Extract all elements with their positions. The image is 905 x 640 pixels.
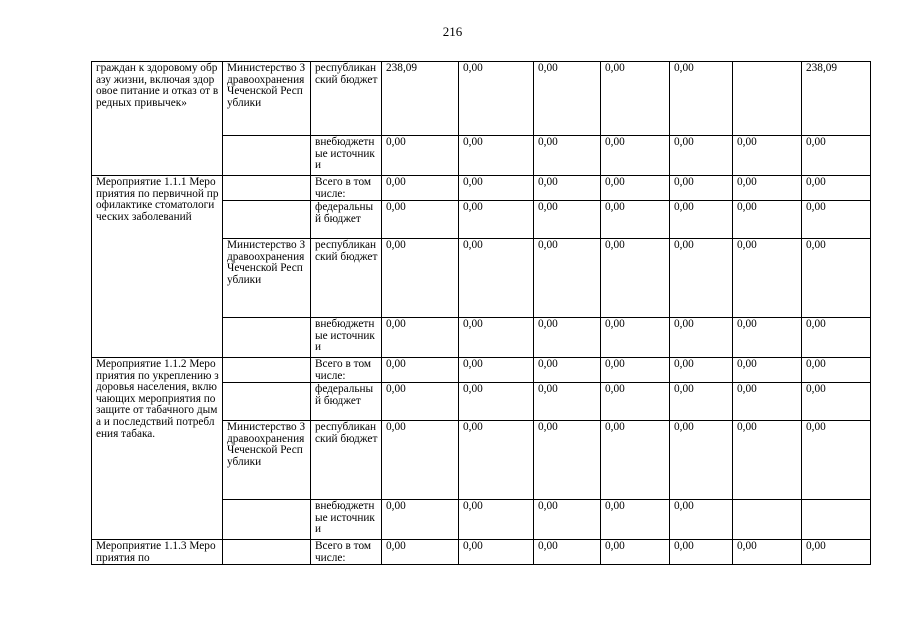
amount-cell: 0,00 [669,175,733,201]
amount-cell: 0,00 [669,200,733,239]
amount-cell: 0,00 [381,420,459,500]
amount-cell: 0,00 [801,175,871,201]
amount-cell: 0,00 [732,317,802,358]
funding-source-cell: Всего в том числе: [310,175,382,201]
amount-cell: 238,09 [381,61,459,136]
amount-cell: 0,00 [381,357,459,383]
amount-cell: 0,00 [801,357,871,383]
event-name-cell: Мероприятие 1.1.3 Мероприятия по [91,539,223,565]
amount-cell: 0,00 [381,499,459,540]
amount-cell: 0,00 [533,499,601,540]
executor-cell [222,382,311,421]
amount-cell: 0,00 [732,382,802,421]
amount-cell: 0,00 [732,357,802,383]
amount-cell [801,499,871,540]
executor-cell [222,357,311,383]
amount-cell: 0,00 [381,317,459,358]
amount-cell: 0,00 [600,420,670,500]
executor-cell: Министерство Здравоохранения Чеченской Республики [222,61,311,136]
amount-cell: 0,00 [458,420,534,500]
amount-cell: 0,00 [381,382,459,421]
amount-cell: 0,00 [600,499,670,540]
amount-cell: 0,00 [732,539,802,565]
amount-cell: 0,00 [458,200,534,239]
amount-cell: 0,00 [600,539,670,565]
funding-source-cell: республиканский бюджет [310,61,382,136]
amount-cell: 0,00 [801,200,871,239]
amount-cell: 0,00 [669,61,733,136]
amount-cell: 0,00 [669,499,733,540]
amount-cell: 0,00 [458,317,534,358]
amount-cell: 0,00 [669,357,733,383]
amount-cell: 0,00 [801,317,871,358]
amount-cell: 0,00 [381,135,459,176]
executor-cell [222,499,311,540]
executor-cell [222,135,311,176]
amount-cell: 0,00 [458,382,534,421]
amount-cell: 0,00 [600,135,670,176]
amount-cell: 0,00 [458,357,534,383]
amount-cell: 0,00 [533,200,601,239]
funding-source-cell: республиканский бюджет [310,238,382,318]
executor-cell [222,175,311,201]
amount-cell: 0,00 [458,499,534,540]
amount-cell: 0,00 [669,238,733,318]
amount-cell: 0,00 [801,539,871,565]
amount-cell: 0,00 [732,238,802,318]
executor-cell: Министерство Здравоохранения Чеченской Республики [222,238,311,318]
executor-cell [222,539,311,565]
amount-cell: 0,00 [732,135,802,176]
funding-source-cell: Всего в том числе: [310,539,382,565]
page-number: 216 [442,24,463,39]
amount-cell [732,499,802,540]
funding-source-cell: внебюджетные источники [310,499,382,540]
amount-cell: 0,00 [600,382,670,421]
amount-cell: 0,00 [732,420,802,500]
executor-cell [222,200,311,239]
amount-cell: 0,00 [381,175,459,201]
funding-source-cell: Всего в том числе: [310,357,382,383]
amount-cell: 0,00 [381,200,459,239]
amount-cell: 0,00 [533,420,601,500]
amount-cell: 0,00 [669,420,733,500]
amount-cell: 0,00 [533,539,601,565]
amount-cell: 0,00 [801,135,871,176]
executor-cell [222,317,311,358]
amount-cell: 0,00 [669,135,733,176]
funding-source-cell: федеральный бюджет [310,200,382,239]
amount-cell: 0,00 [533,135,601,176]
amount-cell: 0,00 [600,175,670,201]
executor-cell: Министерство Здравоохранения Чеченской Республики [222,420,311,500]
funding-source-cell: внебюджетные источники [310,317,382,358]
amount-cell: 0,00 [669,317,733,358]
amount-cell: 0,00 [801,420,871,500]
amount-cell: 0,00 [458,539,534,565]
amount-cell: 0,00 [533,175,601,201]
funding-source-cell: внебюджетные источники [310,135,382,176]
amount-cell: 0,00 [600,317,670,358]
amount-cell: 0,00 [458,238,534,318]
amount-cell: 0,00 [533,382,601,421]
event-name-cell: граждан к здоровому образу жизни, включая здоровое питание и отказ от вредных привычек» [91,61,223,176]
amount-cell: 0,00 [600,200,670,239]
amount-cell: 0,00 [533,61,601,136]
amount-cell: 0,00 [381,539,459,565]
amount-cell: 0,00 [533,238,601,318]
amount-cell: 0,00 [732,200,802,239]
amount-cell: 0,00 [669,382,733,421]
amount-cell: 0,00 [458,175,534,201]
amount-cell: 0,00 [533,357,601,383]
amount-cell: 0,00 [732,175,802,201]
amount-cell: 0,00 [600,238,670,318]
event-name-cell: Мероприятие 1.1.2 Мероприятия по укреплению здоровья населения, включающих мероприятия по защите от табачного дыма и последствий потребления табака. [91,357,223,540]
amount-cell: 0,00 [458,135,534,176]
amount-cell: 0,00 [600,61,670,136]
amount-cell: 238,09 [801,61,871,136]
funding-source-cell: федеральный бюджет [310,382,382,421]
amount-cell: 0,00 [801,238,871,318]
amount-cell: 0,00 [381,238,459,318]
funding-source-cell: республиканский бюджет [310,420,382,500]
amount-cell: 0,00 [533,317,601,358]
amount-cell: 0,00 [600,357,670,383]
event-name-cell: Мероприятие 1.1.1 Мероприятия по первичной профилактике стоматологических заболеваний [91,175,223,358]
amount-cell [732,61,802,136]
amount-cell: 0,00 [458,61,534,136]
amount-cell: 0,00 [669,539,733,565]
amount-cell: 0,00 [801,382,871,421]
